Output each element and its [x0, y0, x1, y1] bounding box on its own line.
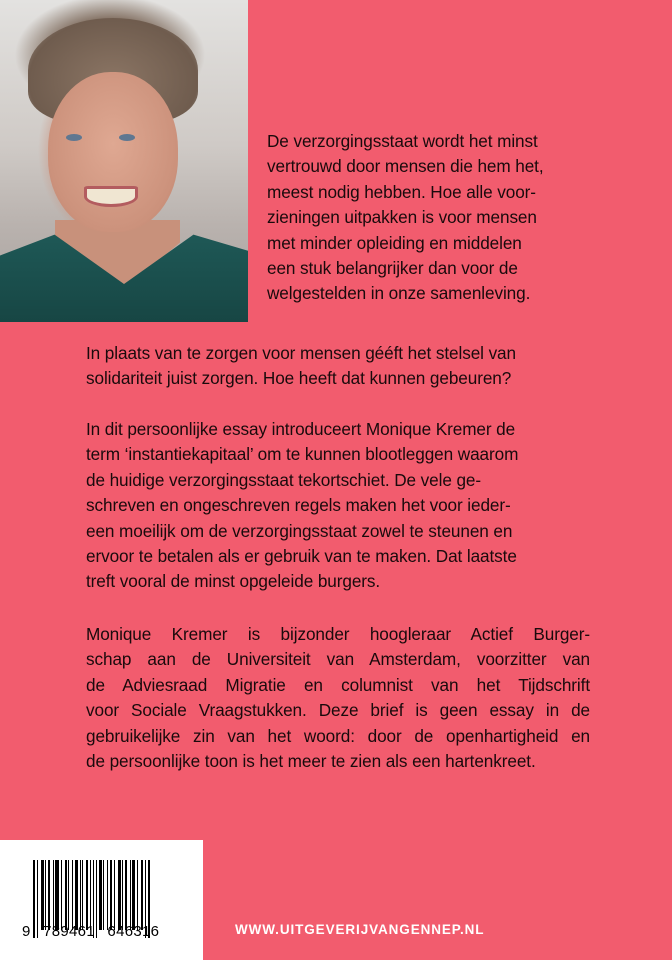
blurb-line: zieningen uitpakken is voor mensen [267, 207, 537, 228]
blurb-line: een moeilijk om de verzorgingsstaat zowel te steunen en [86, 520, 513, 541]
blurb-line: met minder opleiding en middelen [267, 232, 522, 253]
author-photo [0, 0, 248, 322]
photo-eye-left [66, 134, 82, 141]
author-bio-paragraph [86, 622, 590, 774]
bio-line: de Adviesraad Migratie en columnist van het Tijdschrift [86, 674, 590, 695]
photo-face [48, 72, 178, 232]
bio-line: schap aan de Universiteit van Amsterdam, voorzitter van [86, 649, 590, 670]
bio-line: voor Sociale Vraagstukken. Deze brief is geen essay in de [86, 700, 590, 721]
photo-smile [84, 186, 138, 207]
bio-line: gebruikelijke zin van het woord: door de openhartigheid en [86, 725, 590, 746]
blurb-line: De verzorgingsstaat wordt het minst [267, 131, 538, 151]
blurb-line: meest nodig hebben. Hoe alle voor- [267, 181, 536, 202]
blurb-line: solidariteit juist zorgen. Hoe heeft dat kunnen gebeuren? [86, 368, 512, 389]
bio-line: Monique Kremer is bijzonder hoogleraar Actief Burger- [86, 624, 590, 644]
blurb-paragraph-1 [267, 129, 667, 307]
barcode-bars [33, 860, 187, 930]
blurb-line: een stuk belangrijker dan voor de [267, 258, 518, 279]
blurb-line: In dit persoonlijke essay introduceert Monique Kremer de [86, 419, 516, 439]
blurb-line: de huidige verzorgingsstaat tekortschiet. De vele ge- [86, 469, 482, 490]
bio-line: de persoonlijke toon is het meer te zien als een hartenkreet. [86, 751, 536, 772]
blurb-line: treft vooral de minst opgeleide burgers. [86, 571, 381, 592]
blurb-paragraph-2 [86, 417, 606, 595]
photo-eye-right [119, 134, 135, 141]
blurb-line: In plaats van te zorgen voor mensen gééft het stelsel van [86, 343, 516, 363]
blurb-line: term ‘instantiekapitaal’ om te kunnen blootleggen waarom [86, 444, 519, 465]
blurb-line: ervoor te betalen als er gebruik van te maken. Dat laatste [86, 546, 517, 567]
blurb-line: vertrouwd door mensen die hem het, [267, 156, 544, 177]
blurb-paragraph-1-continued [86, 341, 606, 392]
isbn-number: 9 789461 646316 [22, 923, 160, 940]
blurb-line: schreven en ongeschreven regels maken het voor ieder- [86, 495, 511, 516]
publisher-website[interactable]: WWW.UITGEVERIJVANGENNEP.NL [235, 922, 485, 937]
blurb-line: welgestelden in onze samenleving. [267, 283, 531, 304]
isbn-barcode [0, 840, 203, 960]
